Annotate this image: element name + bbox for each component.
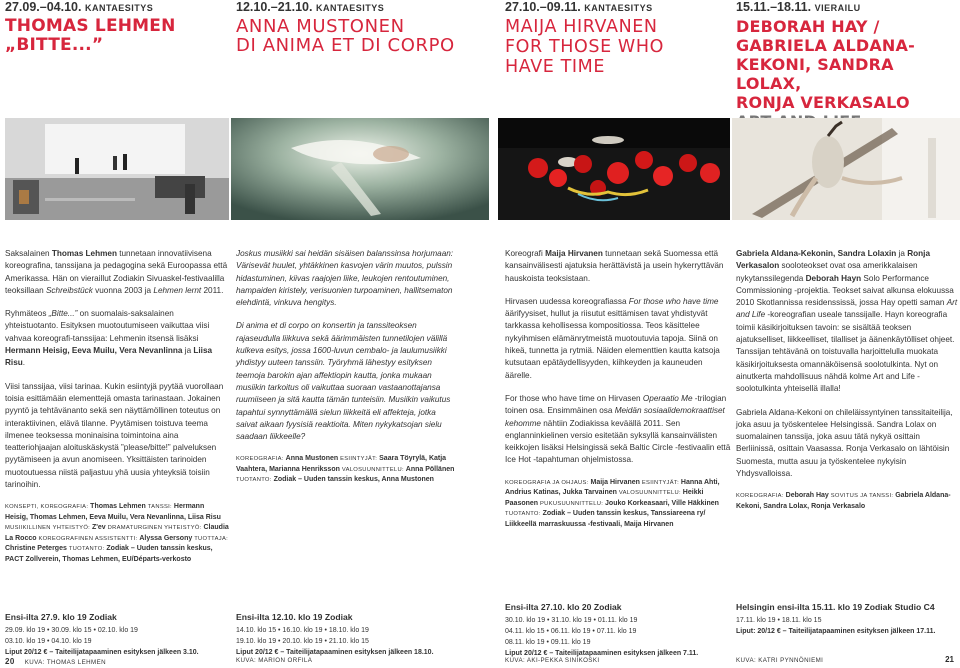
paragraph: Gabriela Aldana-Kekoni on chileläissyntyinen tanssitaiteilija, joka asuu ja työskentelee Helsingissä. Sandra Lolax on suomalainen tanssija, joka asuu tätä nykyä osittain Berliinissä, osittain Vaasassa. Ronja Verkasalo on lähtöisin Suomesta, mutta asuu ja työskentelee nykyisin Yhdysvalloissa. (736, 407, 953, 479)
credit-value: Hermann Heisig, Thomas Lehmen, Eeva Muilu, Vera Nevanlinna, Liisa Risu (5, 503, 221, 521)
credit-label: TUOTANTO: (68, 546, 107, 553)
credit-label: TANSSI: (147, 504, 174, 511)
article-title: THOMAS LEHMEN „BITTE...” (5, 16, 176, 55)
premiere: Ensi-ilta 12.10. klo 19 Zodiak (236, 612, 353, 622)
credit-value: Maija Hirvanen (590, 478, 642, 486)
credit-label: ESIINTYJÄT: (641, 479, 681, 486)
paragraph: Viisi tanssijaa, viisi tarinaa. Kukin esiintyjä pyytää vuorollaan toisia esittämään elementtejä omasta tarinastaan. Jokainen pyyntö ja tehtävänanto sekä sen näyttämöllinen toteutus on interaktiivinen, elävä tilanne. Pyytämisen toistuva teema ilmenee teoksessa moninaisina toimintoina aina teatteriohjaajan aloituskäskystä ”please/bitte!” palveluksen pyytämiseen ja avun anomiseen. Yksittäisten tarinoiden muotoutuessa niistä paljastuu yhä uusia yhteyksiä toisiin tarinoihin. (5, 381, 224, 490)
credit-label: KOREOGRAFIA JA OHJAUS: (505, 479, 591, 486)
credit-label: SOVITUS JA TANSSI: (830, 493, 896, 500)
schedule (236, 611, 460, 658)
credit-value: Thomas Lehmen (90, 503, 148, 511)
credit-value: Claudia La Rocco (5, 524, 229, 542)
page-number: 20 (5, 657, 15, 666)
credit-value: Zodiak – Uuden tanssin keskus, Tanssiareena ry/ Liikkeellä marraskuussa -festivaali, Maija Hirvanen (505, 510, 706, 528)
credits (736, 491, 960, 512)
credit-label: ESIINTYJÄT: (340, 456, 380, 463)
schedule (505, 601, 729, 659)
schedule (736, 601, 960, 637)
credit-label: VALOSUUNNITTELU: (618, 490, 683, 497)
credits (505, 478, 731, 531)
dates-line: 19.10. klo 19 • 20.10. klo 19 • 21.10. klo 15 (236, 638, 369, 645)
credit-label: MUSIIKILLINEN YHTEISTYÖ: (5, 525, 92, 532)
credit-value: Gabriela Aldana-Kekoni, Sandra Lolax, Ronja Verkasalo (736, 492, 951, 510)
photo-credit: 20 KUVA: THOMAS LEHMEN (5, 657, 106, 666)
premiere: Helsingin ensi-ilta 15.11. klo 19 Zodiak Studio C4 (736, 602, 935, 612)
article-body (736, 248, 960, 512)
credit-value: Heikki Paasonen (505, 489, 704, 507)
price: Liput: 20/12 € – Taiteilijatapaaminen esityksen jälkeen 17.11. (736, 628, 936, 635)
dates-line: 30.10. klo 19 • 31.10. klo 19 • 01.11. klo 19 (505, 617, 638, 624)
credit-label: TUOTTAJA: (194, 535, 229, 542)
credit-value: Anna Pöllänen (405, 465, 455, 473)
photo-underwater-dancer (231, 118, 489, 220)
article-anna-mustonen (236, 0, 460, 668)
credit-value: Anna Mustonen (285, 455, 341, 463)
paragraph: Di anima et di corpo on konsertin ja tanssiteoksen rajaseudulla liikkuva sekä äärimmäisten tunnetilojen välillä kulkeva esitys, jossa 1600-luvun cembalo- ja laulumusiikki yhdistyy uuteen tanssiin. Työryhmä lähestyy esityksen teemoja barokin ajan affektiopin kautta, jonka mukaan musiikin tarkoitus oli vaikuttaa suoraan vastaanottajansa ruumiiseen ja sitä kautta tämän tunteisiin. Musiikin vaikutus tapahtui synnyttämällä sielun liikkeitä eli affekteja, jotka saivat aikaan fyysisiä reaktioita. Miten nykykatsojan sielu saadaan liikkeelle? (236, 321, 451, 442)
paragraph: Saksalainen Thomas Lehmen tunnetaan innovatiivisena koreografina, tanssijana ja pedagogina sekä Euroopassa että Amerikassa. Hän on vieraillut Zodiakin Sivuaskel-festivaalilla teoksillaan Schreibstück vuonna 2003 ja Lehmen lernt 2011. (5, 249, 228, 295)
article-date: 12.10.–21.10. KANTAESITYS (236, 0, 385, 14)
article-body (505, 248, 731, 530)
price: Liput 20/12 € – Taiteilijatapaaminen esityksen jälkeen 18.10. (236, 649, 434, 656)
page-number-right: 21 (945, 655, 954, 664)
paragraph: Gabriela Aldana-Kekonin, Sandra Lolaxin ja Ronja Verkasalon sooloteokset ovat osa amerikkalaisen nykytanssilegenda Deborah Hayn Solo Performance Commissioning -projektia. Teokset saivat alkunsa elokuussa 2010 Skotlannissa residenssissä, jossa Hay opetti saman Art and Life -koreografian useale tanssijalle. Hayn koreografia toimii käsikirjoituksen tavoin: se sisältää teoksen ajatukselliset, liikkeelliset, tilalliset ja äänenkäytölliset ohjeet. Tanssijan tehtävänä on toistuvalla harjoittelulla muokata käsikirjoituksesta omannäköisensä soolotulkinta. Nyt on ainutkerta mahdollisuus nähdä kolme Art and Life -soolotulkinta yhteisellä illalla! (736, 249, 958, 394)
credit-label: TUOTANTO: (505, 511, 543, 518)
schedule (5, 611, 229, 658)
dates-line: 14.10. klo 15 • 16.10. klo 19 • 18.10. klo 19 (236, 627, 369, 634)
premiere: Ensi-ilta 27.10. klo 20 Zodiak (505, 602, 622, 612)
article-title: DEBORAH HAY / GABRIELA ALDANA- KEKONI, SANDRA LOLAX, RONJA VERKASALO (736, 17, 960, 131)
credit-value: Z'ev (91, 524, 108, 532)
credit-label: KOREOGRAFIA: (736, 493, 786, 500)
credit-value: Jouko Korkeasaari, Ville Häkkinen (605, 499, 719, 507)
credit-label: DRAMATURGINEN YHTEISTYÖ: (107, 525, 204, 532)
photo-credit: KUVA: KATRI PYNNÖNIEMI (736, 657, 824, 664)
credit-value: Saara Töyrylä, Katja Vaahtera, Marianna Henriksson (236, 455, 447, 473)
dates-line: 04.11. klo 15 • 06.11. klo 19 • 07.11. klo 19 (505, 628, 637, 635)
article-title: ANNA MUSTONEN DI ANIMA ET DI CORPO (236, 16, 455, 56)
credit-label: TUOTANTO: (236, 477, 274, 484)
paragraph: Ryhmäteos „Bitte...” on suomalais-saksalainen yhteistuotanto. Esityksen muotoutumiseen vaikuttaa viisi vahvaa koreografi-tanssijaa: Lehmenin itsensä lisäksi Hermann Heisig, Eeva Muilu, Vera Nevanlinna ja Liisa Risu. (5, 309, 213, 368)
credit-value: Zodiak – Uuden tanssin keskus, Anna Mustonen (273, 476, 434, 484)
credit-value: Hanna Ahti, Andrius Katinas, Jukka Tarvainen (505, 478, 720, 497)
price: Liput 20/12 € – Taiteilijatapaaminen esityksen jälkeen 3.10. (5, 649, 199, 656)
price: Liput 20/12 € – Taiteilijatapaaminen esityksen jälkeen 7.11. (505, 650, 699, 657)
paragraph: Koreografi Maija Hirvanen tunnetaan sekä Suomessa että kansainvälisesti ajatuksia herättävistä ja usein hykerryttävän hauskoista teoksistaan. (505, 249, 724, 283)
photo-credit: KUVA: MARION ORFILA (236, 657, 313, 664)
dates-line: 17.11. klo 19 • 18.11. klo 15 (736, 617, 822, 624)
article-date: 15.11.–18.11. VIERAILU (736, 0, 861, 14)
article-deborah-hay (736, 0, 960, 668)
photo-credit: KUVA: AKI-PEKKA SINIKOSKI (505, 657, 600, 664)
credit-value: Christine Peterges (5, 545, 69, 553)
paragraph: For those who have time on Hirvasen Operaatio Me -trilogian toinen osa. Ensimmäinen osa Meidän sosiaalidemokraattiset kehomme nähtiin Zodiakissa keväällä 2011. Sen englanninkielinen versio esitetään syksyllä kansainvälisten keikkojen lisäksi Helsingissä sekä Baltic Circle -festivaalin että Ice Hot -tapahtuman ohjelmistossa. (505, 393, 731, 465)
article-body (5, 248, 229, 565)
credits (236, 454, 456, 486)
dates-line: 08.11. klo 19 • 09.11. klo 19 (505, 639, 591, 646)
article-date: 27.09.–04.10. KANTAESITYS (5, 0, 154, 14)
credit-label: PUKUSUUNNITTELU: (540, 500, 606, 507)
credit-label: KOREOGRAFIA: (236, 456, 286, 463)
article-date: 27.10.–09.11. KANTAESITYS (505, 0, 653, 14)
article-thomas-lehmen (5, 0, 229, 668)
paragraph: Hirvasen uudessa koreografiassa For those who have time äärifyysiset, hullut ja riisutut esittämisen tavat yhdistyvät tarkkassa kehollisessa kompositiossa. Teos käsittelee nykyihmisen elämänrytmeistä muotoutuvia tapoja. Siinä on hikeä, tunnetta ja rytmiä. Näiden elementtien kautta katsoja kutsutaan epätäydellisyyden, kiihkeyden ja kauneuden äärelle. (505, 296, 720, 380)
credits (5, 502, 229, 565)
credit-value: Deborah Hay (785, 492, 831, 500)
article-body (236, 248, 456, 486)
photo-red-balloons (498, 118, 730, 220)
premiere: Ensi-ilta 27.9. klo 19 Zodiak (5, 612, 117, 622)
paragraph: Joskus musiikki sai heidän sisäisen balanssinsa horjumaan: Värisevät huulet, yhtäkkinen kasvojen värin muutos, pulssin hidastuminen, kiivas raajojen liike, leukojen rentoutuminen, hampaiden kiristely, verisuonien turpoaminen, hallitsematon elehdintä, vinkuva hengitys. (236, 249, 454, 308)
photo-stage-rehearsal (5, 118, 229, 220)
credit-label: KOREOGRAFINEN ASSISTENTTI: (38, 535, 140, 542)
photo-dancer-white-dress (732, 118, 960, 220)
dates-line: 03.10. klo 19 • 04.10. klo 19 (5, 638, 92, 645)
article-maija-hirvanen (505, 0, 729, 668)
article-title: MAIJA HIRVANEN FOR THOSE WHO HAVE TIME (505, 17, 664, 77)
credit-value: Zodiak – Uuden tanssin keskus, PACT Zollverein, Thomas Lehmen, EU/Départs-verkosto (5, 545, 213, 563)
credit-label: KONSEPTI, KOREOGRAFIA: (5, 504, 91, 511)
credit-label: VALOSUUNNITTELU: (341, 466, 406, 473)
credit-value: Alyssa Gersony (139, 534, 195, 542)
dates-line: 29.09. klo 19 • 30.09. klo 15 • 02.10. klo 19 (5, 627, 138, 634)
